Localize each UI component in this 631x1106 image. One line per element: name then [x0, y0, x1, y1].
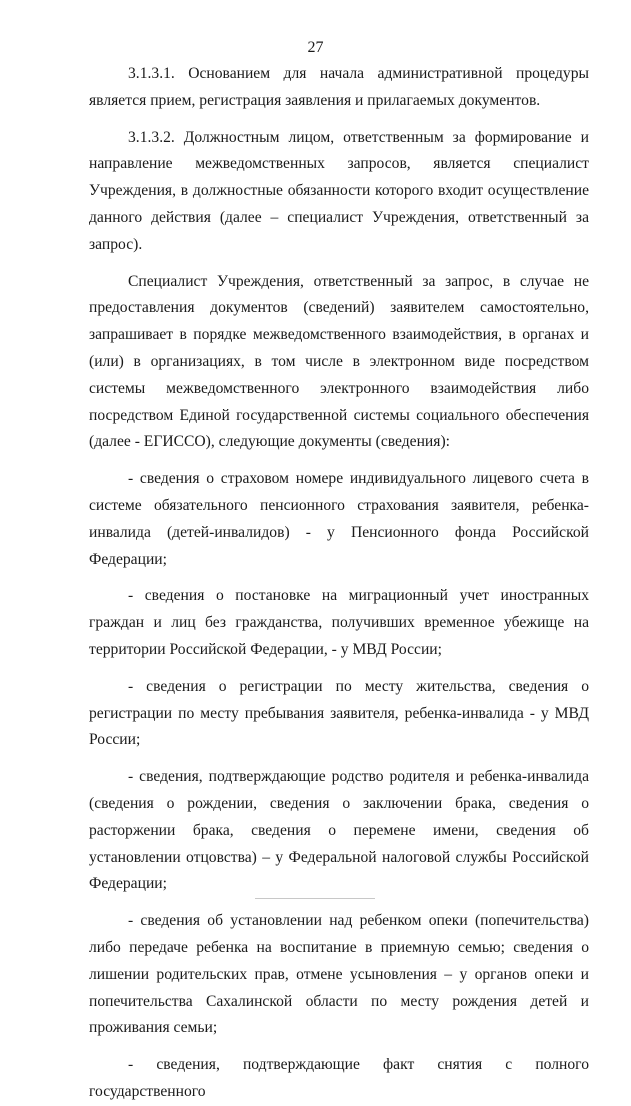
footer-divider	[255, 898, 375, 899]
list-item-residence-registration: - сведения о регистрации по месту жительства, сведения о регистрации по месту пребывания заявителя, ребенка-инвалида - у МВД России;	[89, 677, 589, 749]
paragraph-3-1-3-1: 3.1.3.1. Основанием для начала административной процедуры является прием, регистрация заявления и прилагаемых документов.	[89, 65, 589, 109]
list-item-state-support-removal: - сведения, подтверждающие факт снятия с полного государственного	[89, 1056, 589, 1100]
paragraph-specialist-request: Специалист Учреждения, ответственный за запрос, в случае не предоставления документов (сведений) заявителем самостоятельно, запрашивает в порядке межведомственного взаимодействия, в органах и (или) в организациях, в том числе в электронном виде посредством системы межведомственного электронного взаимодействия либо посредством Единой государственной системы социального обеспечения (далее - ЕГИССО), следующие документы (сведения):	[89, 272, 589, 451]
list-item-guardianship: - сведения об установлении над ребенком опеки (попечительства) либо передаче ребенка на воспитание в приемную семью; сведения о лишении родительских прав, отмене усыновления – у органов опеки и попечительства Сахалинской области по месту рождения детей и проживания семьи;	[89, 912, 589, 1037]
document-body	[89, 61, 589, 1106]
paragraph-3-1-3-2: 3.1.3.2. Должностным лицом, ответственным за формирование и направление межведомственных запросов, является специалист Учреждения, в должностные обязанности которого входит осуществление данного действия (далее – специалист Учреждения, ответственный за запрос).	[89, 128, 589, 253]
list-item-snils: - сведения о страховом номере индивидуального лицевого счета в системе обязательного пенсионного страхования заявителя, ребенка-инвалида (детей-инвалидов) - у Пенсионного фонда Российской Федерации;	[89, 470, 589, 568]
page-number: 27	[307, 39, 324, 56]
list-item-migration-registration: - сведения о постановке на миграционный учет иностранных граждан и лиц без гражданства, получивших временное убежище на территории Российской Федерации, - у МВД России;	[89, 587, 589, 658]
list-item-kinship: - сведения, подтверждающие родство родителя и ребенка-инвалида (сведения о рождении, сведения о заключении брака, сведения о расторжении брака, сведения о перемене имени, сведения об установлении отцовства) – у Федеральной налоговой службы Российской Федерации;	[89, 768, 589, 893]
